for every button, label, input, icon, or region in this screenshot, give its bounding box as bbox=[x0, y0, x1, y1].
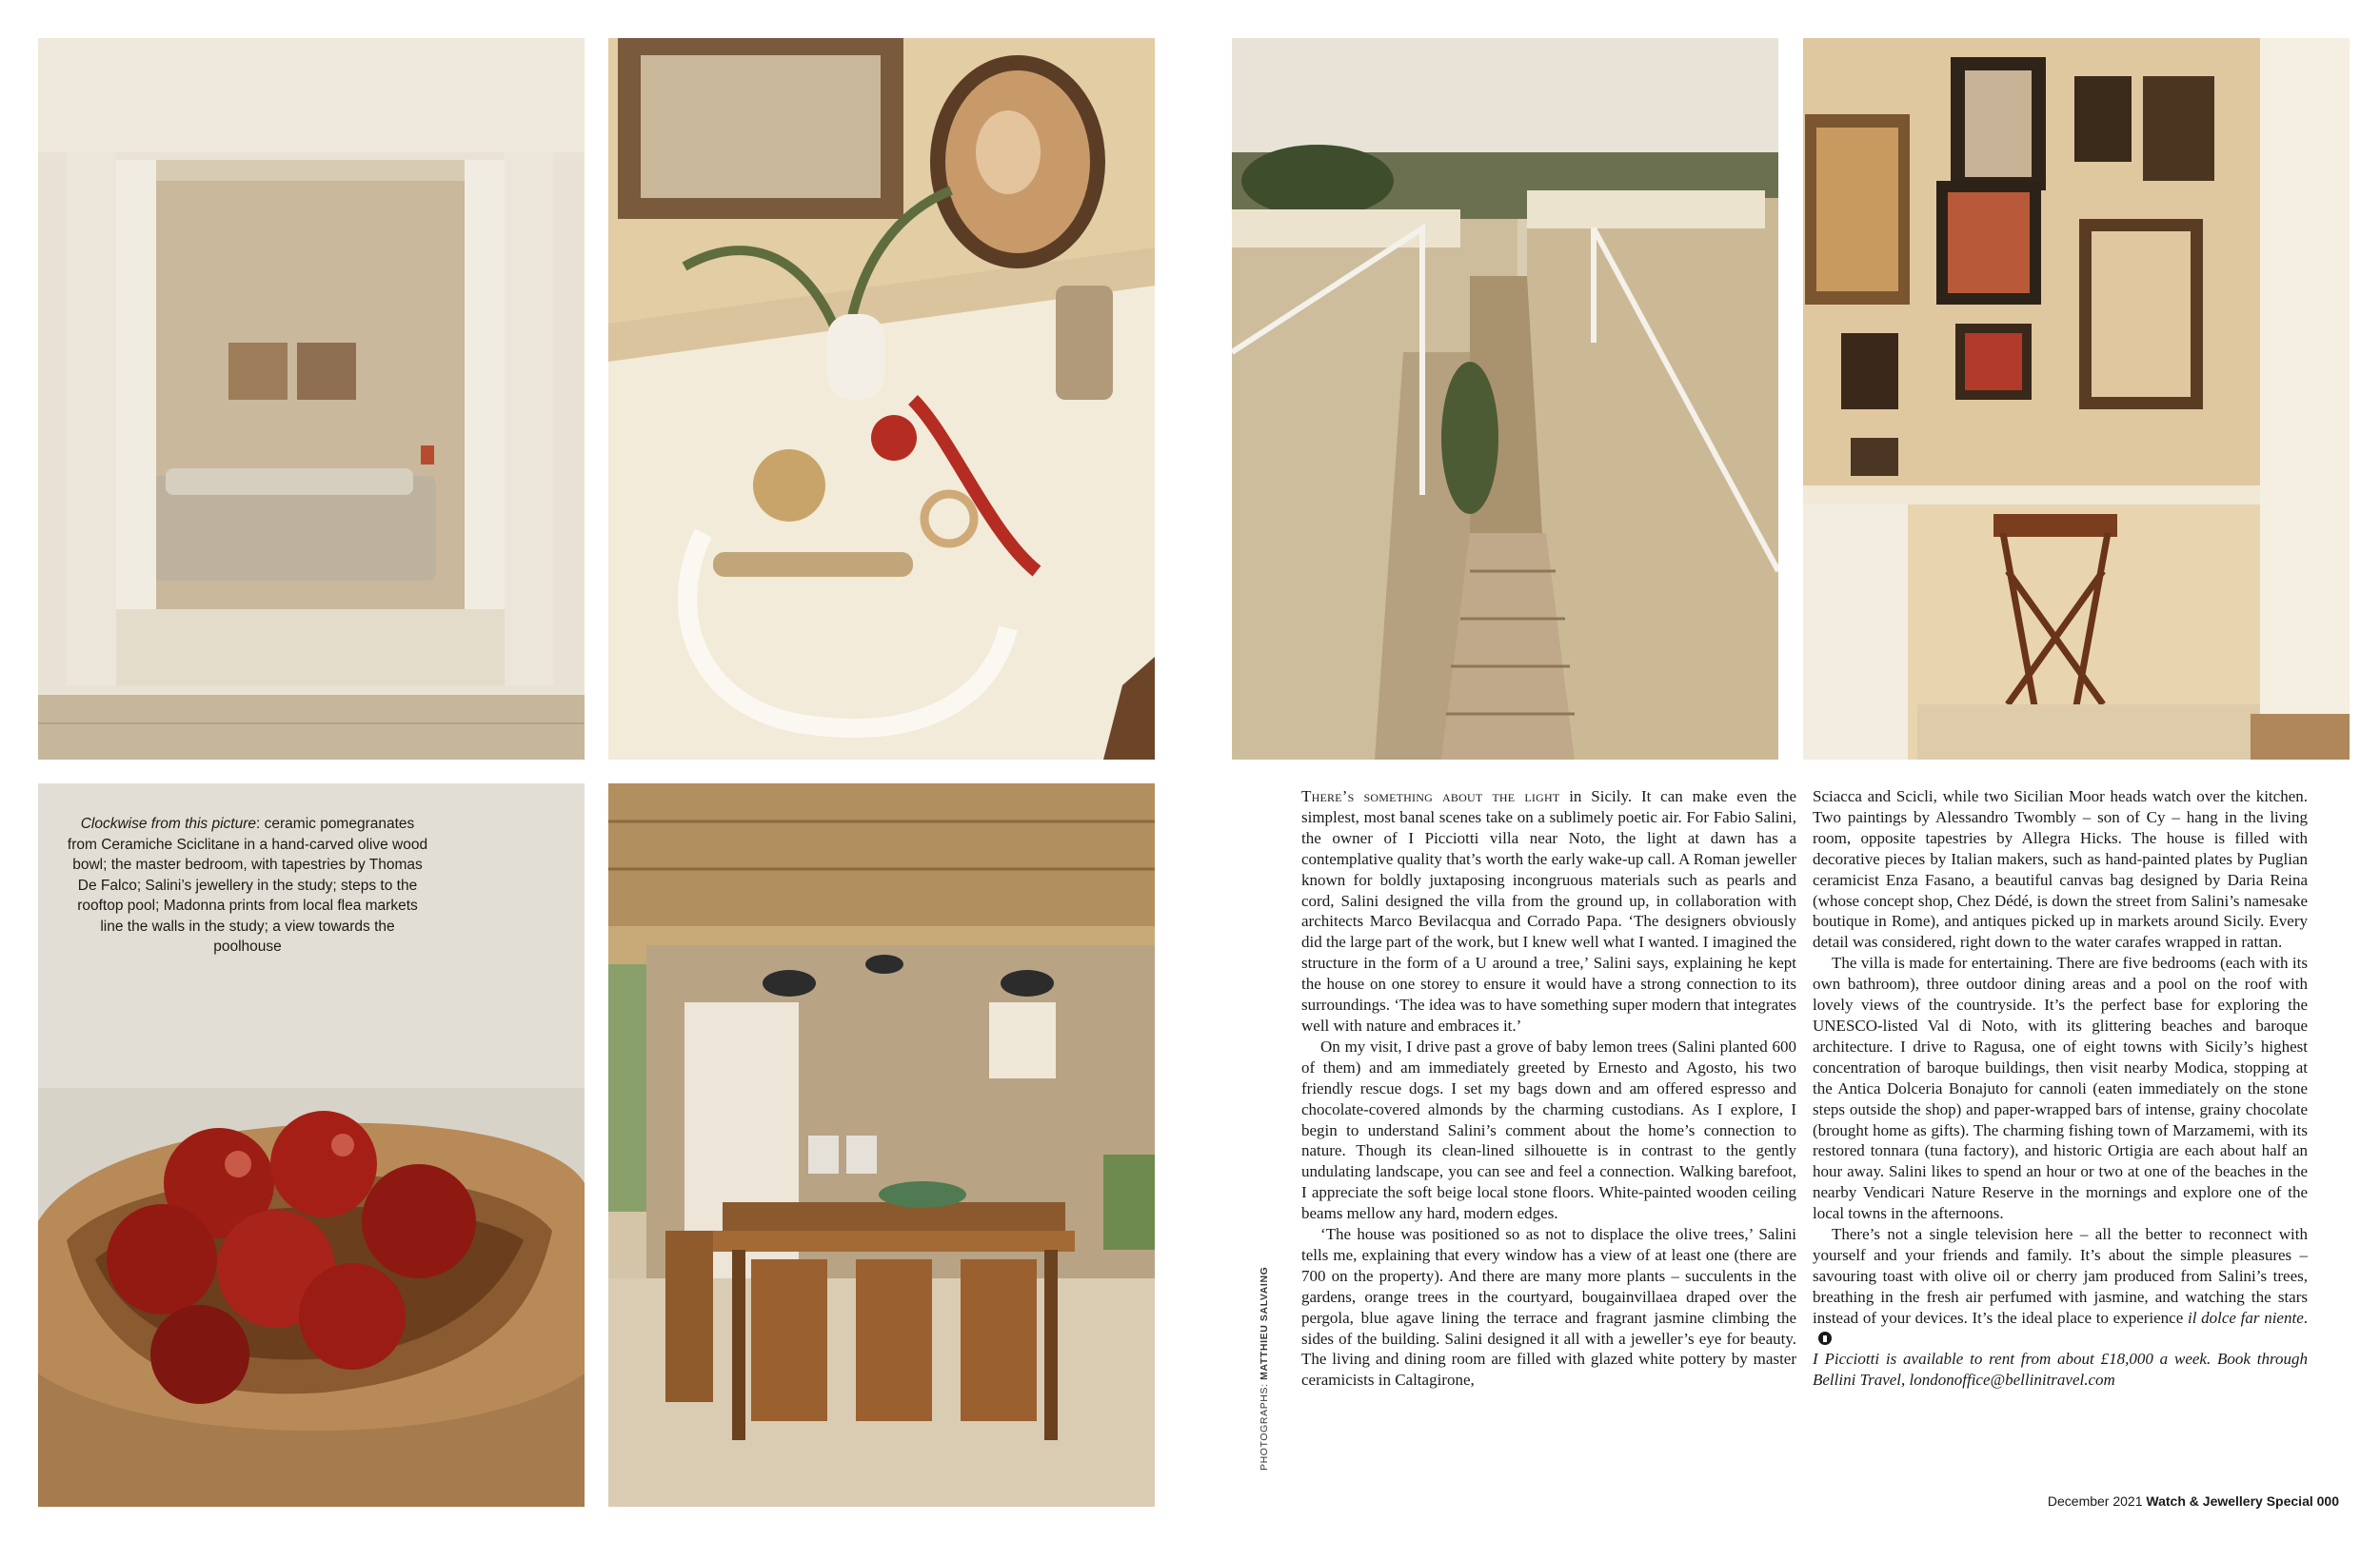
caption-lead: Clockwise from this picture bbox=[80, 816, 257, 832]
article-paragraph-5-text: There’s not a single television here – all the better to reconnect with yourself and your friends and family. It’s about the simple pleasures – savouring toast with olive oil or cherry jam produced from Salini’s trees, breathing in the fresh air perfumed with jasmine, and watching the stars instead of your devices. It’s the ideal place to experience bbox=[1813, 1225, 2308, 1327]
booking-info: I Picciotti is available to rent from about £18,000 a week. Book through Bellini Travel, londonoffice@bellinitravel.com bbox=[1813, 1350, 2308, 1390]
article-paragraph-5 bbox=[1813, 1224, 2308, 1349]
article-paragraph-1 bbox=[1301, 786, 1796, 1037]
photographer-name: MATTHIEU SALVAING bbox=[1259, 1266, 1270, 1380]
article-column-2 bbox=[1813, 786, 2308, 1391]
photo-jewellery-study bbox=[608, 38, 1155, 760]
article-paragraph-3-continued: Sciacca and Scicli, while two Sicilian Moor heads watch over the kitchen. Two paintings by Alessandro Twombly – son of Cy – hang in the living room, opposite tapestries by Allegra Hicks. The house is filled with decorative pieces by Italian makers, such as hand-painted plates by Puglian ceramicist Enza Fasano, a beautiful canvas bag designed by Daria Reina (whose concept shop, Chez Dédé, is down the street from Salini’s namesake boutique in Rome), and antiques picked up in markets around Sicily. Every detail was considered, right down to the water carafes wrapped in rattan. bbox=[1813, 787, 2308, 952]
photo-master-bedroom bbox=[38, 38, 585, 760]
article-paragraph-1-text: in Sicily. It can make even the simplest, most banal scenes take on a sublimely poetic air. For Fabio Salini, the owner of I Picciotti villa near Noto, the light at dawn has a contemplative quality that’s worth the early wake-up call. A Roman jeweller known for boldly juxtaposing incongruous materials such as pearls and cord, Salini designed the villa from the ground up, in collaboration with architects Marco Bevilacqua and Corrado Papa. ‘The designers obviously did the large part of the work, but I knew well what I wanted. I imagined the structure in the form of a U around a tree,’ Salini says, explaining he kept the house on one storey to ensure it would have a strong connection to its surroundings. ‘The idea was to have something super modern that integrates well with nature and embraces it.’ bbox=[1301, 787, 1796, 1035]
photo-steps-rooftop-pool bbox=[1232, 38, 1778, 760]
photo-caption bbox=[67, 814, 428, 958]
page-folio bbox=[2048, 1493, 2339, 1509]
photo-madonna-prints-study bbox=[1803, 38, 2350, 760]
article-paragraph-4: The villa is made for entertaining. There are five bedrooms (each with its own bathroom), three outdoor dining areas and a pool on the roof with lovely views of the countryside. It’s the perfect base for exploring the UNESCO-listed Val di Noto, with its glittering beaches and baroque architecture. I drive to Ragusa, one of eight towns with Sicily’s highest concentration of baroque buildings, then visit nearby Modica, stopping at the Antica Dolceria Bonajuto for cannoli (eaten immediately on the stone steps outside the shop) and paper-wrapped bars of intense, grainy chocolate (brought home as gifts). The charming fishing town of Marzamemi, with its restored tonnara (tuna factory), and historic Ortigia are each about half an hour away. Salini likes to spend an hour or two at one of the beaches in the nearby Vendicari Nature Reserve in the mornings and explore one of the local towns in the afternoons. bbox=[1813, 954, 2308, 1223]
photo-poolhouse-view bbox=[608, 783, 1155, 1507]
article-paragraph-5-end: . bbox=[2303, 1308, 2308, 1327]
article-paragraph-2: On my visit, I drive past a grove of baby lemon trees (Salini planted 600 of them) and am immediately greeted by Ernesto and Agosto, his two friendly rescue dogs. I set my bags down and am offered espresso and chocolate-covered almonds by the charming custodians. As I explore, I begin to understand Salini’s comment about the home’s connection to nature. Though its clean-lined silhouette is in contrast to the gently undulating landscape, you can see and feel a connection. Walking barefoot, I appreciate the soft beige local stone floors. White-painted wooden ceiling beams mellow any hard, modern edges. bbox=[1301, 1037, 1796, 1223]
article-column-1 bbox=[1301, 786, 1796, 1391]
photo-credit bbox=[1259, 1267, 1270, 1471]
photo-credit-label: PHOTOGRAPHS: bbox=[1259, 1379, 1270, 1471]
end-mark-icon bbox=[1818, 1332, 1832, 1345]
caption-text: : ceramic pomegranates from Ceramiche Sciclitane in a hand-carved olive wood bowl; the master bedroom, with tapestries by Thomas De Falco; Salini’s jewellery in the study; steps to the rooftop pool; Madonna prints from local flea markets line the walls in the study; a view towards the poolhouse bbox=[67, 816, 428, 955]
article-paragraph-3: ‘The house was positioned so as not to displace the olive trees,’ Salini tells me, explaining that every window has a view of at least one (there are 700 on the property). And there are many more plants – succulents in the gardens, orange trees in the courtyard, bougainvillaea draped over the pergola, blue agave lining the terrace and fragrant jasmine climbing the sides of the building. Salini designed it all with a jeweller’s eye for beauty. The living and dining room are filled with glazed white pottery by master ceramicists in Caltagirone, bbox=[1301, 1225, 1796, 1390]
article-italic-phrase: il dolce far niente bbox=[2187, 1308, 2304, 1327]
folio-date: December 2021 bbox=[2047, 1493, 2147, 1509]
article-lead-in: There’s something about the light bbox=[1301, 787, 1560, 805]
folio-publication: Watch & Jewellery Special 000 bbox=[2146, 1493, 2339, 1509]
